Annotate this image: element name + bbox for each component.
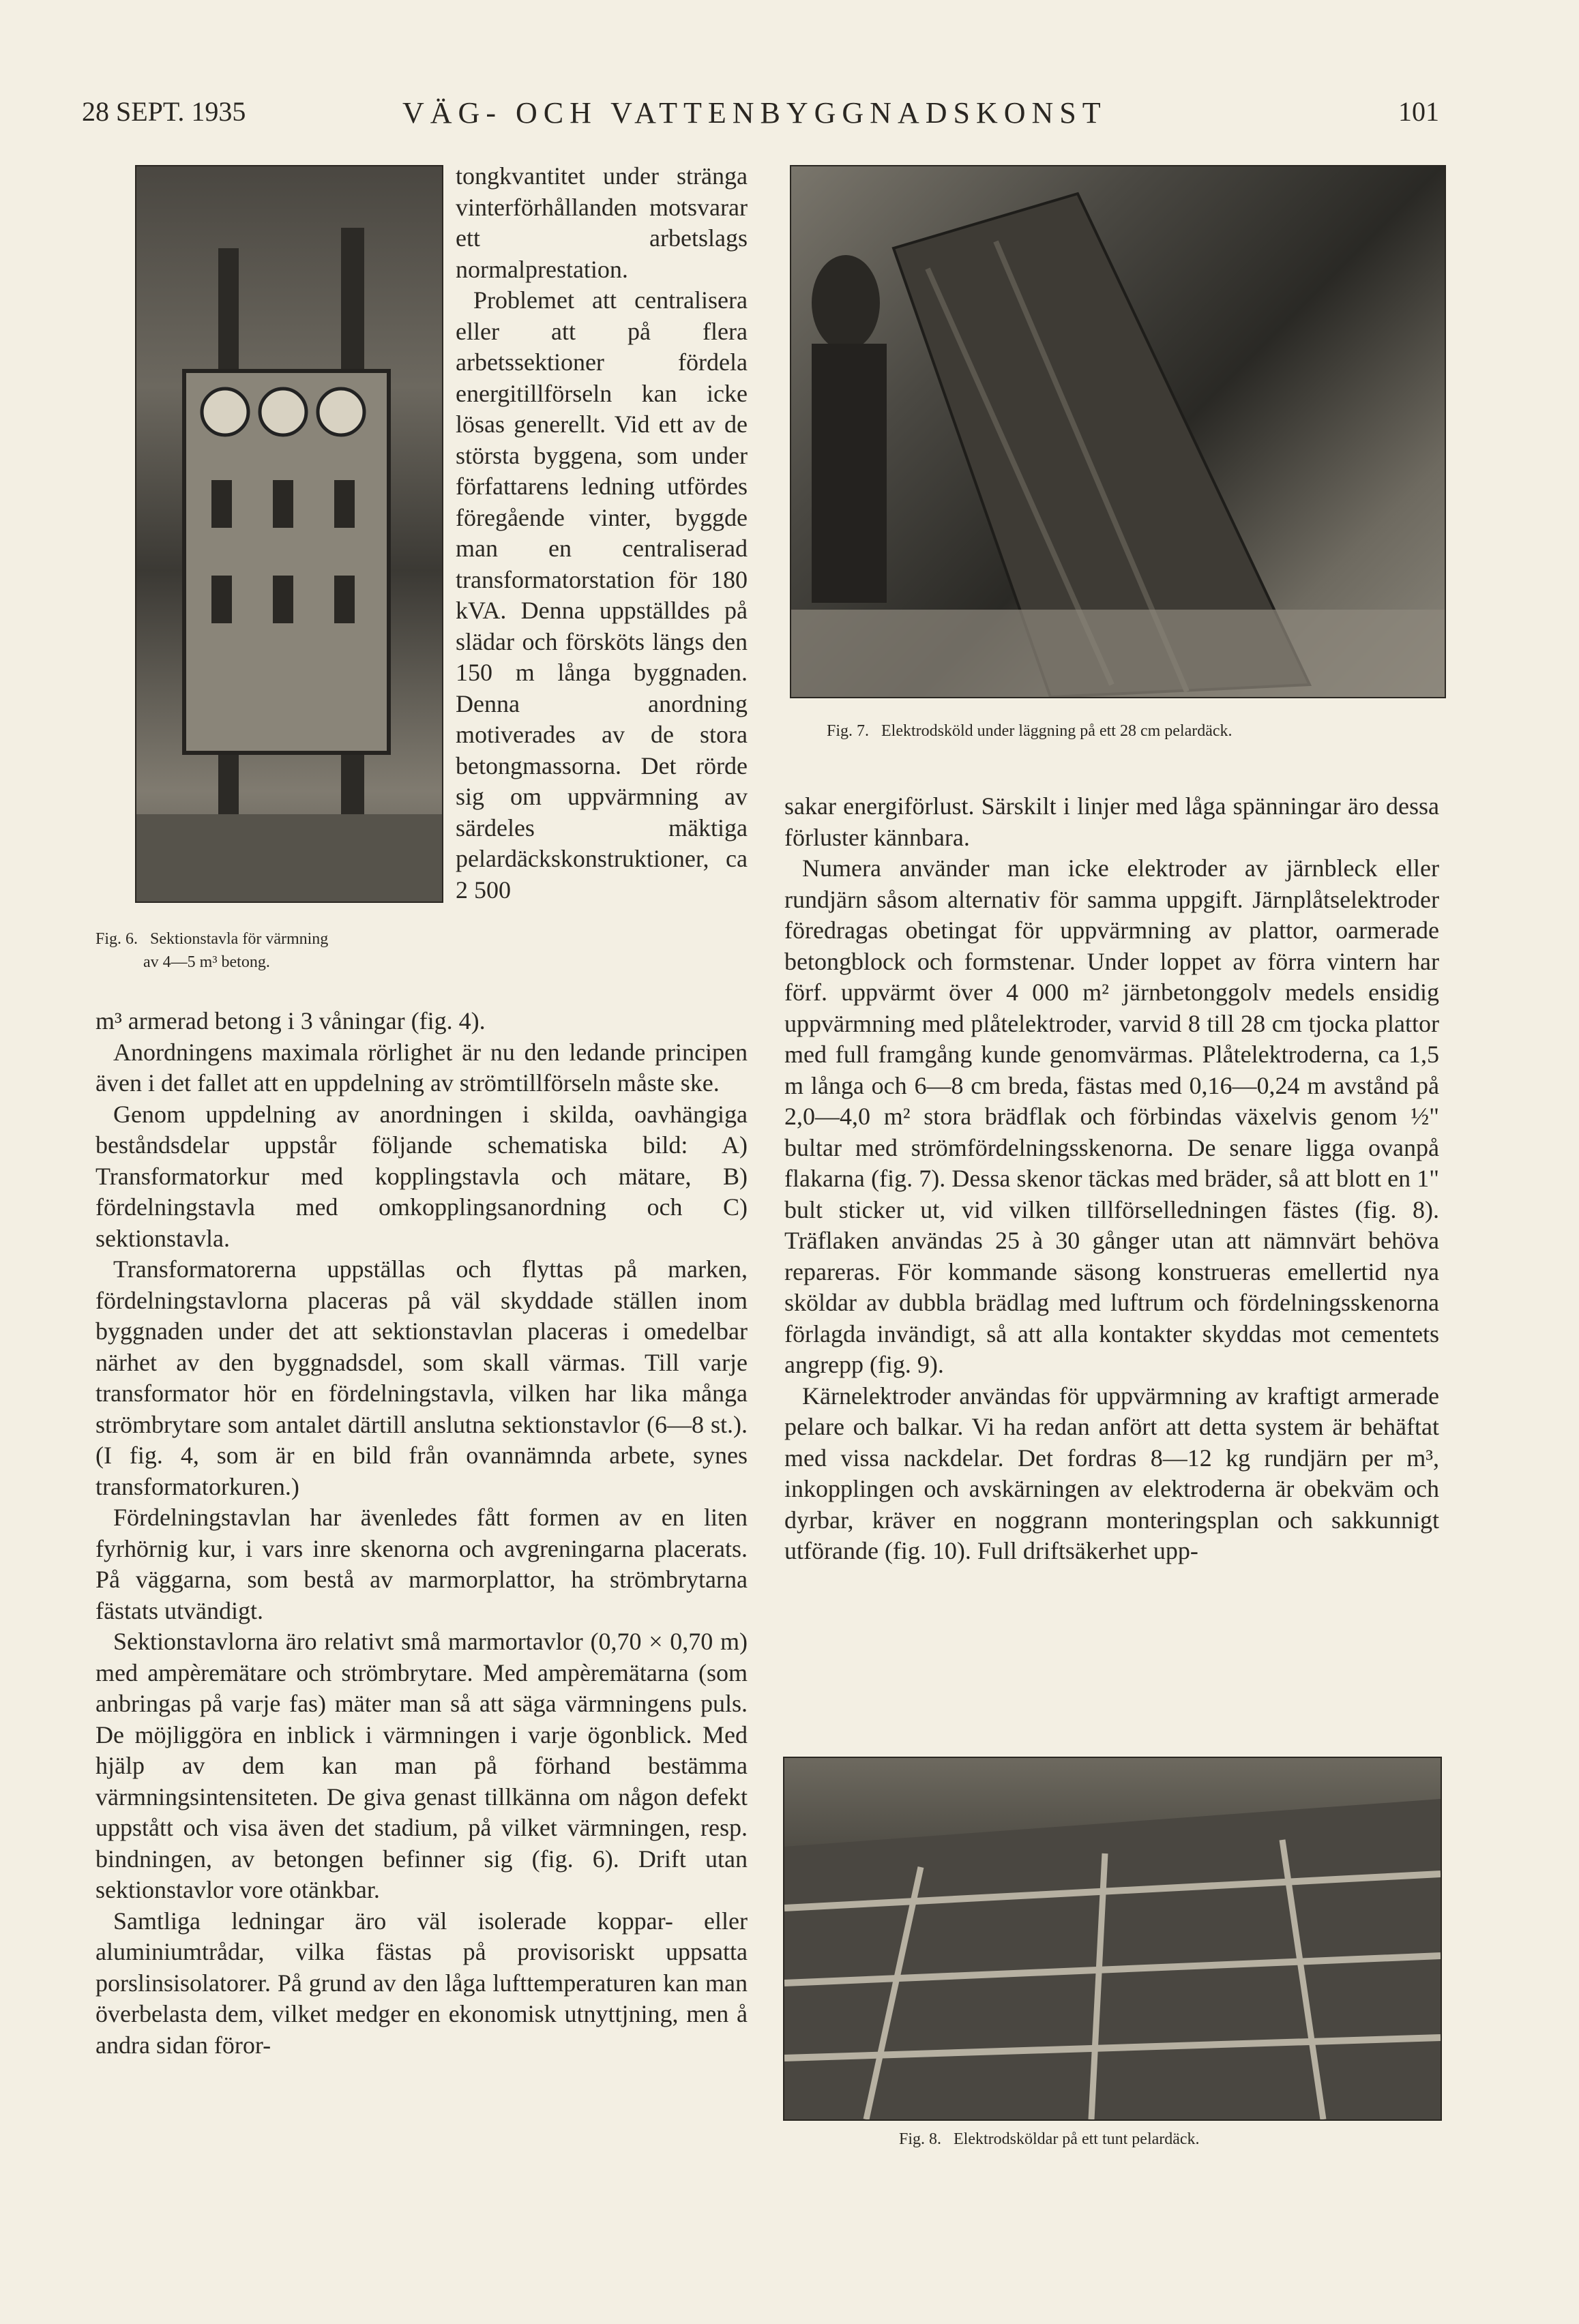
figure-6-number: Fig. 6. [95,930,138,948]
paragraph: Sektionstavlorna äro relativt små marmortavlor (0,70 × 0,70 m) med ampèremätare och strömbrytare. Med ampèremätarna (som anbringas på varje fas) mäter man så att säga värmningens puls. De möjliggöra en inblick i värmningen i varje ögonblick. Med hjälp av dem kan man på förhand bestämma värmningsintensiteten. De giva genast tillkänna om någon defekt uppstått och visa även det stadium, på vilket värmningen, resp. bindningen, av betongen befinner sig (fig. 6). Drift utan sektionstavlor vore otänkbar. [95,1628,748,1903]
right-column-text [784,791,1439,1567]
left-column-text [95,1006,748,2061]
paragraph: Samtliga ledningar äro väl isolerade koppar- eller aluminiumtrådar, vilka fästas på provisoriskt uppsatta porslinsisolatorer. På grund av den låga lufttemperaturen kan man överbelasta dem, vilket medger en ekonomisk utnyttjning, men å andra sidan föror- [95,1907,748,2059]
paragraph: Anordningens maximala rörlighet är nu den ledande principen även i det fallet att en uppdelning av strömtillförseln måste ske. [95,1038,748,1097]
running-header [82,95,1439,143]
figure-7-photo [790,165,1446,698]
journal-title: VÄG- OCH VATTENBYGGNADSKONST [402,96,1107,130]
narrow-column-text [456,161,748,906]
issue-date: 28 SEPT. 1935 [82,96,246,127]
figure-6-photo [135,165,443,903]
figure-8-number: Fig. 8. [899,2130,942,2148]
paragraph: Fördelningstavlan har ävenledes fått formen av en liten fyrhörnig kur, i vars inre skenorna och avgreningarna placerats. På väggarna, som bestå av marmorplattor, ha strömbrytarna fästats utvändigt. [95,1504,748,1624]
paragraph: Genom uppdelning av anordningen i skilda, oavhängiga beståndsdelar uppstår följande schematiska bild: A) Transformatorkur med kopplingstavla och mätare, B) fördelningstavla med omkopplingsanordning och C) sektionstavla. [95,1100,748,1252]
figure-6-caption-line1: Sektionstavla för värmning [150,930,329,948]
figure-8-photo [783,1757,1442,2121]
figure-7-caption [827,719,1441,743]
figure-8-caption [899,2128,1431,2151]
paragraph: Kärnelektroder användas för uppvärmning av kraftigt armerade pelare och balkar. Vi ha redan anfört att detta system är behäftat med vissa nackdelar. Det fordras 8—12 kg rundjärn per m³, inkopplingen och avskärningen av elektroderna är obekväm och dyrbar, kräver en noggrann monteringsplan och sakkunnigt utförande (fig. 10). Full driftsäkerhet upp- [784,1382,1439,1564]
page-number: 101 [1398,96,1439,127]
figure-7-number: Fig. 7. [827,722,870,740]
paragraph: Numera använder man icke elektroder av järnbleck eller rundjärn såsom alternativ för samma uppgift. Järnplåtselektroder föredragas obetingat för uppvärmning av plattor, oarmerade betongblock och formstenar. Under loppet av förra vintern har förf. uppvärmt över 4 000 m² järnbetonggolv medels ensidig uppvärmning med plåtelektroder, varvid 8 till 28 cm tjocka plattor med full framgång kunde genomvärmas. Plåtelektroderna, ca 1,5 m långa och 6—8 cm breda, fästas med 0,16—0,24 m avstånd på 2,0—4,0 m² stora brädflak och förbindas växelvis genom ½" bultar med strömfördelningsskenorna. De senare ligga ovanpå flakarna (fig. 7). Dessa skenor täckas med bräder, så att blott en 1" bult sticker ut, vid vilken tillförselledningen fästes (fig. 8). Träflaken användas 25 à 30 gånger utan att nämnvärt behöva repareras. För kommande säsong konstrueras emellertid nya sköldar av dubbla brädlag med luftrum och fördelningsskenorna förlagda invändigt, så att alla kontakter skyddas mot cementets angrepp (fig. 9). [784,854,1439,1378]
paragraph: tongkvantitet under stränga vinterförhållanden motsvarar ett arbetslags normalprestation. [456,162,748,283]
figure-7-caption-text: Elektrodsköld under läggning på ett 28 cm pelardäck. [881,722,1233,740]
paragraph: Transformatorerna uppställas och flyttas på marken, fördelningstavlorna placeras på väl skyddade ställen inom byggnaden under det att sektionstavlan placeras i omedelbar närhet av den byggnadsdel, som skall värmas. Till varje transformator hör en fördelningstavla, vilken har lika många strömbrytare som antalet därtill anslutna sektionstavlor (6—8 st.). (I fig. 4, som är en bild från ovannämnda arbete, synes transformatorkuren.) [95,1255,748,1500]
paragraph: Problemet att centralisera eller att på flera arbetssektioner fördela energitillförseln kan icke lösas generellt. Vid ett av de största byggena, som under författarens ledning utfördes föregående vinter, byggde man en centraliserad transformatorstation för 180 kVA. Denna uppställdes på slädar och försköts längs den 150 m långa byggnaden. Denna anordning motiverades av de stora betongmassorna. Det rörde sig om uppvärmning av särdeles mäktiga pelardäckskonstruktioner, ca 2 500 [456,286,748,904]
paragraph: sakar energiförlust. Särskilt i linjer med låga spänningar äro dessa förluster kännbara. [784,792,1439,851]
figure-8-caption-text: Elektrodsköldar på ett tunt pelardäck. [954,2130,1200,2148]
figure-6-caption [95,927,450,974]
figure-6-caption-line2: av 4—5 m³ betong. [143,953,270,971]
paragraph: m³ armerad betong i 3 våningar (fig. 4). [95,1007,486,1034]
